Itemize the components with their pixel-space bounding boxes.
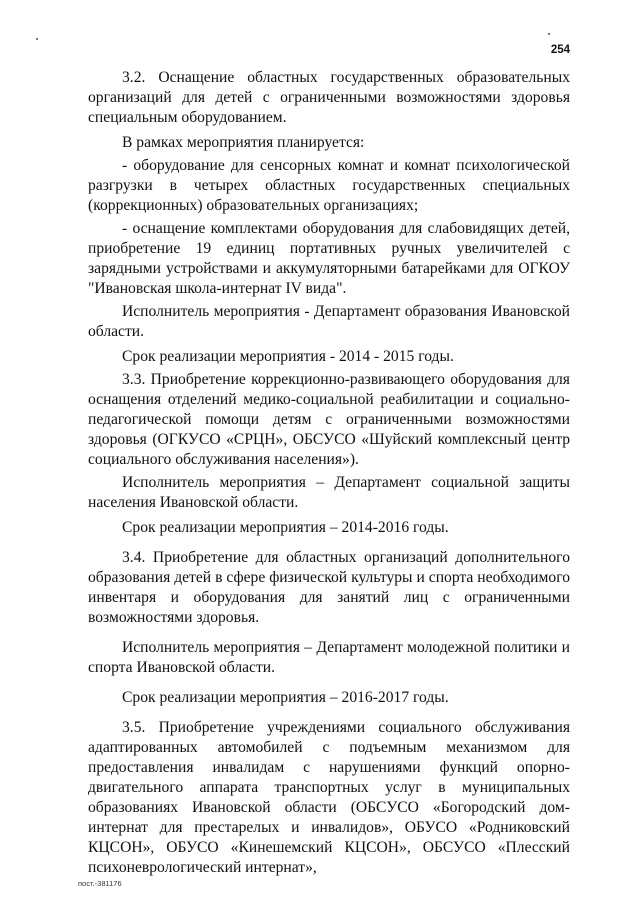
paragraph-plan-intro: В рамках мероприятия планируется: xyxy=(122,134,365,151)
paragraph-term-2014-2015: Срок реализации мероприятия - 2014 - 2015 годы. xyxy=(122,348,454,365)
page-number: 254 xyxy=(550,44,570,56)
paragraph-sensory-rooms: - оборудование для сенсорных комнат и комнат психологической разгрузки в четырех областных государственных специальных (коррекционных) образовательных организациях; xyxy=(88,157,570,214)
paragraph-executor-social: Исполнитель мероприятия – Департамент социальной защиты населения Ивановской области. xyxy=(88,474,570,511)
paragraph-3-4: 3.4. Приобретение для областных организаций дополнительного образования детей в сфере физической культуры и спорта необходимого инвентаря и оборудования для занятий лиц с ограниченными возможностями здоровья. xyxy=(88,549,570,626)
footer-registration-mark: пост.-381176 xyxy=(78,879,122,888)
paragraph-term-2014-2016: Срок реализации мероприятия – 2014-2016 годы. xyxy=(122,519,449,536)
paragraph-executor-education: Исполнитель мероприятия - Департамент образования Ивановской области. xyxy=(88,303,570,340)
paragraph-visually-impaired: - оснащение комплектами оборудования для слабовидящих детей, приобретение 19 единиц портативных ручных увеличителей с зарядными устройствами и аккумуляторными батарейками для ОГКОУ "Ивановская школа-интернат IV вида". xyxy=(88,220,570,297)
document-body xyxy=(88,68,570,878)
paragraph-3-5: 3.5. Приобретение учреждениями социального обслуживания адаптированных автомобилей с подъемным механизмом для предоставления инвалидам с нарушениями функций опорно-двигательного аппарата транспортных услуг в муниципальных образованиях Ивановской области (ОБСУСО «Богородский дом-интернат для престарелых и инвалидов», ОБУСО «Родниковский КЦСОН», ОБУСО «Кинешемский КЦСОН», ОБСУСО «Плесский психоневрологический интернат», xyxy=(88,719,570,876)
scan-speck xyxy=(36,38,38,40)
paragraph-executor-youth: Исполнитель мероприятия – Департамент молодежной политики и спорта Ивановской области. xyxy=(88,639,570,676)
paragraph-3-2: 3.2. Оснащение областных государственных образовательных организаций для детей с ограниченными возможностями здоровья специальным оборудованием. xyxy=(88,69,570,126)
paragraph-3-3: 3.3. Приобретение коррекционно-развивающего оборудования для оснащения отделений медико-социальной реабилитации и социально-педагогической помощи детям с ограниченными возможностями здоровья (ОГКУСО «СРЦН», ОБСУСО «Шуйский комплексный центр социального обслуживания населения»). xyxy=(88,371,570,468)
scan-speck xyxy=(548,33,550,35)
paragraph-term-2016-2017: Срок реализации мероприятия – 2016-2017 годы. xyxy=(122,689,449,706)
